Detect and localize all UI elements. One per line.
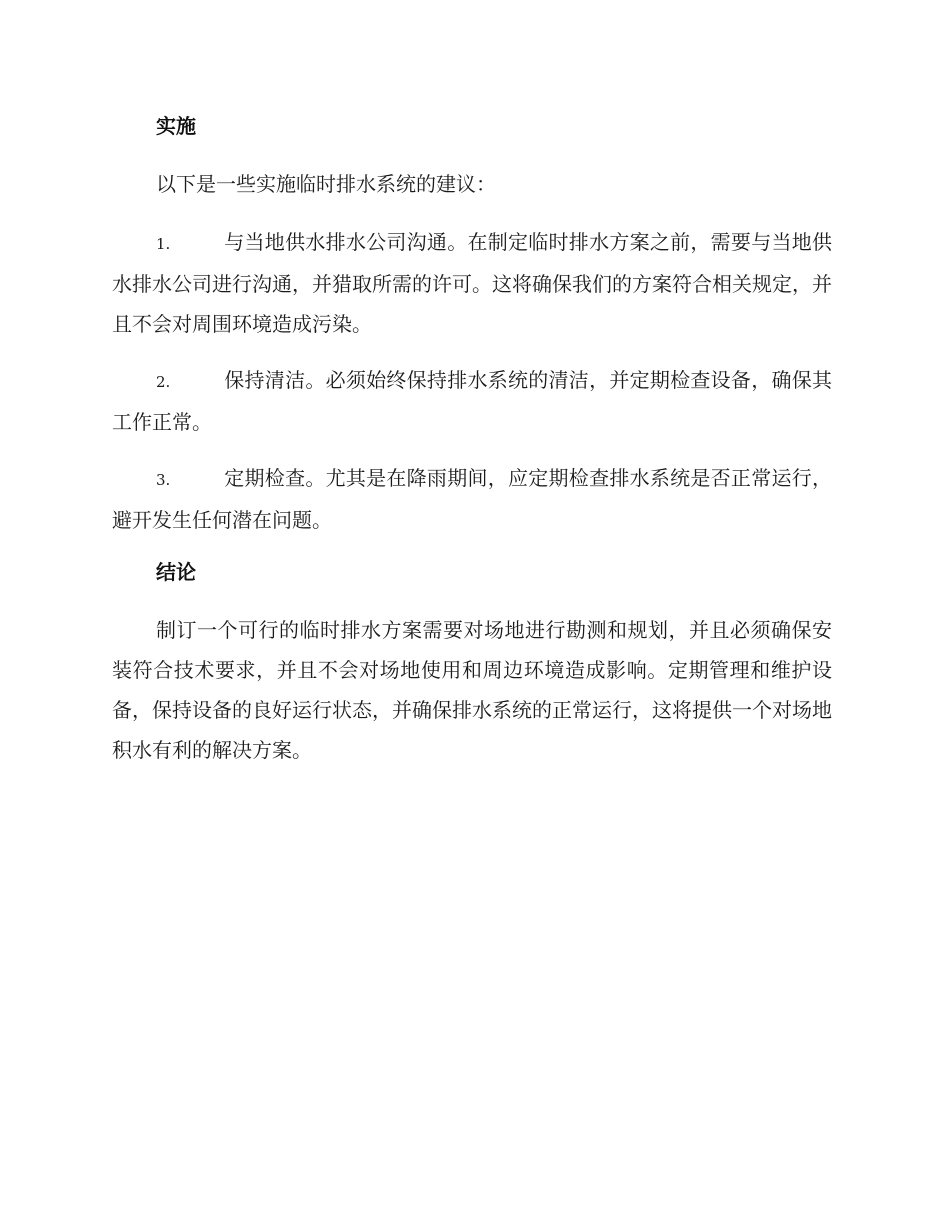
list-item <box>112 222 832 344</box>
section-heading-conclusion: 结论 <box>156 560 196 584</box>
list-item-number: 3. <box>156 471 171 489</box>
document-body <box>112 110 832 786</box>
list-item-number: 2. <box>156 373 171 391</box>
conclusion-paragraph: 制订一个可行的临时排水方案需要对场地进行勘测和规划，并且必须确保安装符合技术要求，并且不会对场地使用和周边环境造成影响。定期管理和维护设备，保持设备的良好运行状态，并确保排水系统的正常运行，这将提供一个对场地积水有利的解决方案。 <box>112 618 832 762</box>
section-heading-implementation: 实施 <box>156 114 196 138</box>
implementation-intro: 以下是一些实施临时排水系统的建议： <box>156 172 496 196</box>
list-item-text: 保持清洁。必须始终保持排水系统的清洁，并定期检查设备，确保其工作正常。 <box>112 368 832 434</box>
list-item <box>112 360 832 442</box>
list-item <box>112 458 832 540</box>
list-item-text: 定期检查。尤其是在降雨期间，应定期检查排水系统是否正常运行，避开发生任何潜在问题。 <box>112 466 832 532</box>
list-item-text: 与当地供水排水公司沟通。在制定临时排水方案之前，需要与当地供水排水公司进行沟通，并猎取所需的许可。这将确保我们的方案符合相关规定，并且不会对周围环境造成污染。 <box>112 230 832 336</box>
list-item-number: 1. <box>156 235 171 253</box>
